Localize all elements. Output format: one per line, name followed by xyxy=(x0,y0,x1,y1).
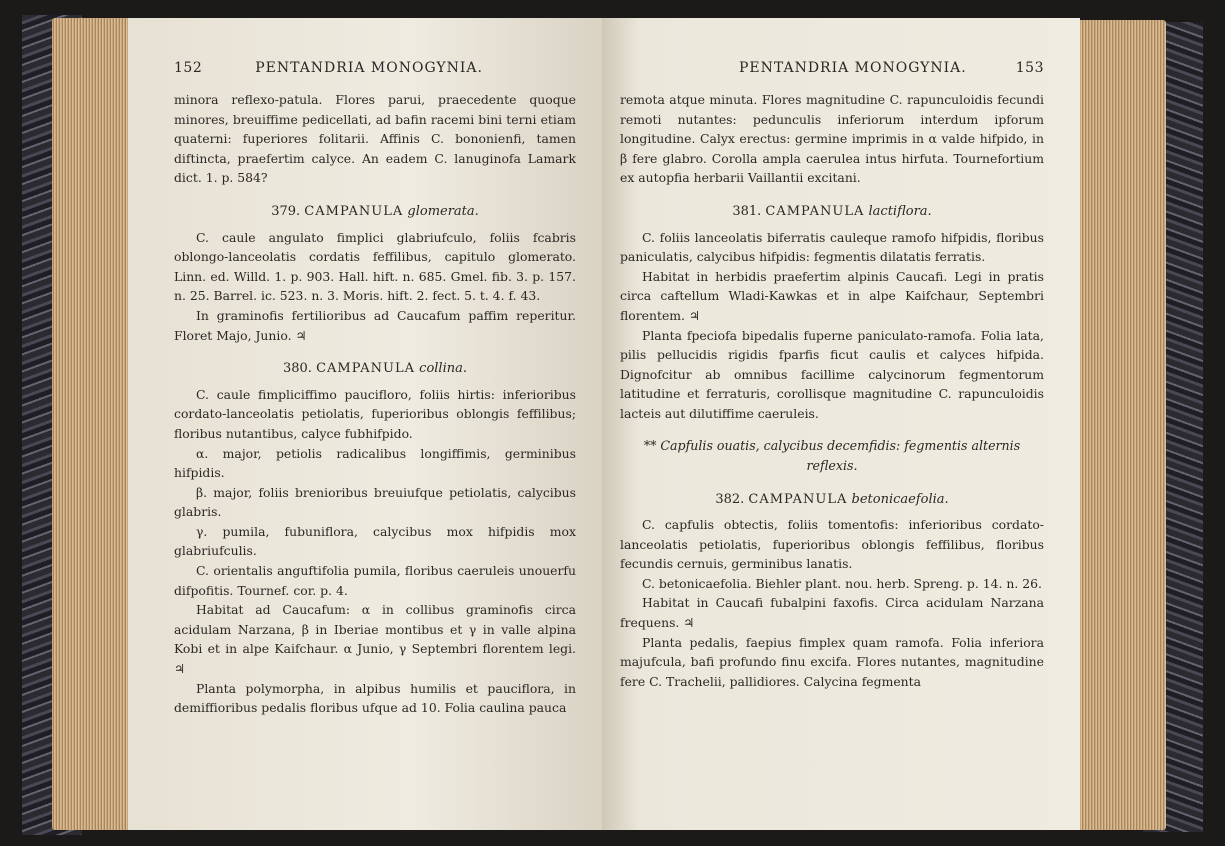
variety-gamma: γ. pumila, fubuniflora, calycibus mox hifpidis mox glabriufculis. xyxy=(174,523,576,559)
entry-species: lactiflora. xyxy=(868,203,932,219)
continuation-text-right: remota atque minuta. Flores magnitudine C. rapunculoidis fecundi remoti nutantes: pedunculis inferiorum interdum ipforum longitudine. Calyx erectus: germine imprimis in α valde hifpido, in β fere glabro. Corolla ampla caerulea intus hirfuta. Tournefortium ex autopfia herbarii Vaillantii excitani. xyxy=(620,92,1044,186)
entry-genus: CAMPANULA xyxy=(316,361,416,377)
continuation-text-left: minora reflexo-patula. Flores parui, praecedente quoque minores, breuiffime pedicellati, ad bafin racemi bini terni etiam quaterni: fuperiores folitarii. Affinis C. bononienfi, tamen diftincta, praefertim calyce. An eadem C. lanuginofa Lamark dict. 1. p. 584? xyxy=(174,92,576,186)
planta-381: Planta fpeciofa bipedalis fuperne paniculato-ramofa. Folia lata, pilis pellucidis rigidis fparfis ficut caulis et calyces hifpida. Dignofcitur ab omnibus facillime calycinorum fegmentorum latitudine et ferraturis, corollisque magnitudine C. rapunculoidis lacteis aut dilutiffime caeruleis. xyxy=(620,327,1044,421)
diagnosis-381: C. foliis lanceolatis biferratis cauleque ramofo hifpidis, floribus paniculatis, calycibus hifpidis: fegmentis dilatatis ferratis. xyxy=(620,229,1044,265)
entry-genus: CAMPANULA xyxy=(304,203,404,219)
entry-heading-382 xyxy=(620,490,1044,510)
entry-heading-380 xyxy=(174,359,576,379)
running-head-right xyxy=(620,60,1044,76)
habitat-380: Habitat ad Caucafum: α in collibus graminofis circa acidulam Narzana, β in Iberiae montibus et γ in valle alpina Kobi et in alpe Kaifchaur. α Junio, γ Septembri florentem legi. ♃ xyxy=(174,602,576,677)
planta-380: Planta polymorpha, in alpibus humilis et pauciflora, in demiffioribus pedalis floribus ufque ad 10. Folia caulina pauca xyxy=(174,680,576,716)
entry-species: collina. xyxy=(419,361,468,377)
synonym-382: C. betonicaefolia. Biehler plant. nou. herb. Spreng. p. 14. n. 26. xyxy=(642,575,1042,591)
habitat-381: Habitat in herbidis praefertim alpinis Caucafi. Legi in pratis circa caftellum Wladi-Kawkas et in alpe Kaifchaur, Septembri florentem. ♃ xyxy=(620,268,1044,323)
running-title-right: PENTANDRIA MONOGYNIA. xyxy=(739,60,967,76)
running-head-left xyxy=(174,60,576,76)
entry-number: 379. xyxy=(271,203,301,219)
entry-genus: CAMPANULA xyxy=(748,491,848,507)
page-edges-left xyxy=(52,18,132,830)
left-page xyxy=(128,18,602,830)
habitat-382: Habitat in Caucafi fubalpini faxofis. Circa acidulam Narzana frequens. ♃ xyxy=(620,595,1044,631)
habitat-379: In graminofis fertilioribus ad Caucafum paffim reperitur. Floret Majo, Junio. ♃ xyxy=(174,307,576,343)
page-number-right: 153 xyxy=(1015,60,1044,76)
section-note: ** Capfulis ouatis, calycibus decemfidis: fegmentis alternis reflexis. xyxy=(643,437,1021,473)
entry-number: 381. xyxy=(732,203,762,219)
entry-heading-381 xyxy=(620,202,1044,222)
entry-species: betonicaefolia. xyxy=(851,491,949,507)
planta-382: Planta pedalis, faepius fimplex quam ramofa. Folia inferiora majufcula, bafi profundo finu excifa. Flores nutantes, magnitudine fere C. Trachelii, pallidiores. Calycina fegmenta xyxy=(620,634,1044,689)
diagnosis-382: C. capfulis obtectis, foliis tomentofis: inferioribus cordato-lanceolatis petiolatis, fuperioribus oblongis feffilibus, floribus fecundis cernuis, germinibus lanatis. xyxy=(620,517,1044,572)
page-number-left: 152 xyxy=(174,60,203,76)
variety-alpha: α. major, petiolis radicalibus longiffimis, germinibus hifpidis. xyxy=(174,445,576,481)
page-edges-right xyxy=(1078,20,1166,830)
entry-species: glomerata. xyxy=(407,203,479,219)
entry-number: 382. xyxy=(715,491,745,507)
entry-heading-379 xyxy=(174,202,576,222)
synonym-orientalis: C. orientalis anguftifolia pumila, floribus caeruleis unouerfu difpofitis. Tournef. cor. p. 4. xyxy=(174,563,576,598)
diagnosis-380: C. caule fimpliciffimo paucifloro, foliis hirtis: inferioribus cordato-lanceolatis petiolatis, fuperioribus oblongis feffilibus; floribus nutantibus, calyce fubhifpido. xyxy=(174,386,576,441)
running-title-left: PENTANDRIA MONOGYNIA. xyxy=(255,60,483,76)
entry-genus: CAMPANULA xyxy=(765,203,865,219)
entry-number: 380. xyxy=(282,361,312,377)
diagnosis-379: C. caule angulato fimplici glabriufculo, foliis fcabris oblongo-lanceolatis cordatis feffilibus, capitulo glomerato. Linn. ed. Willd. 1. p. 903. Hall. hift. n. 685. Gmel. fib. 3. p. 157. n. 25. Barrel. ic. 523. n. 3. Moris. hift. 2. fect. 5. t. 4. f. 43. xyxy=(174,229,576,304)
right-page xyxy=(602,18,1080,830)
variety-beta: β. major, foliis brenioribus breuiufque petiolatis, calycibus glabris. xyxy=(174,484,576,520)
